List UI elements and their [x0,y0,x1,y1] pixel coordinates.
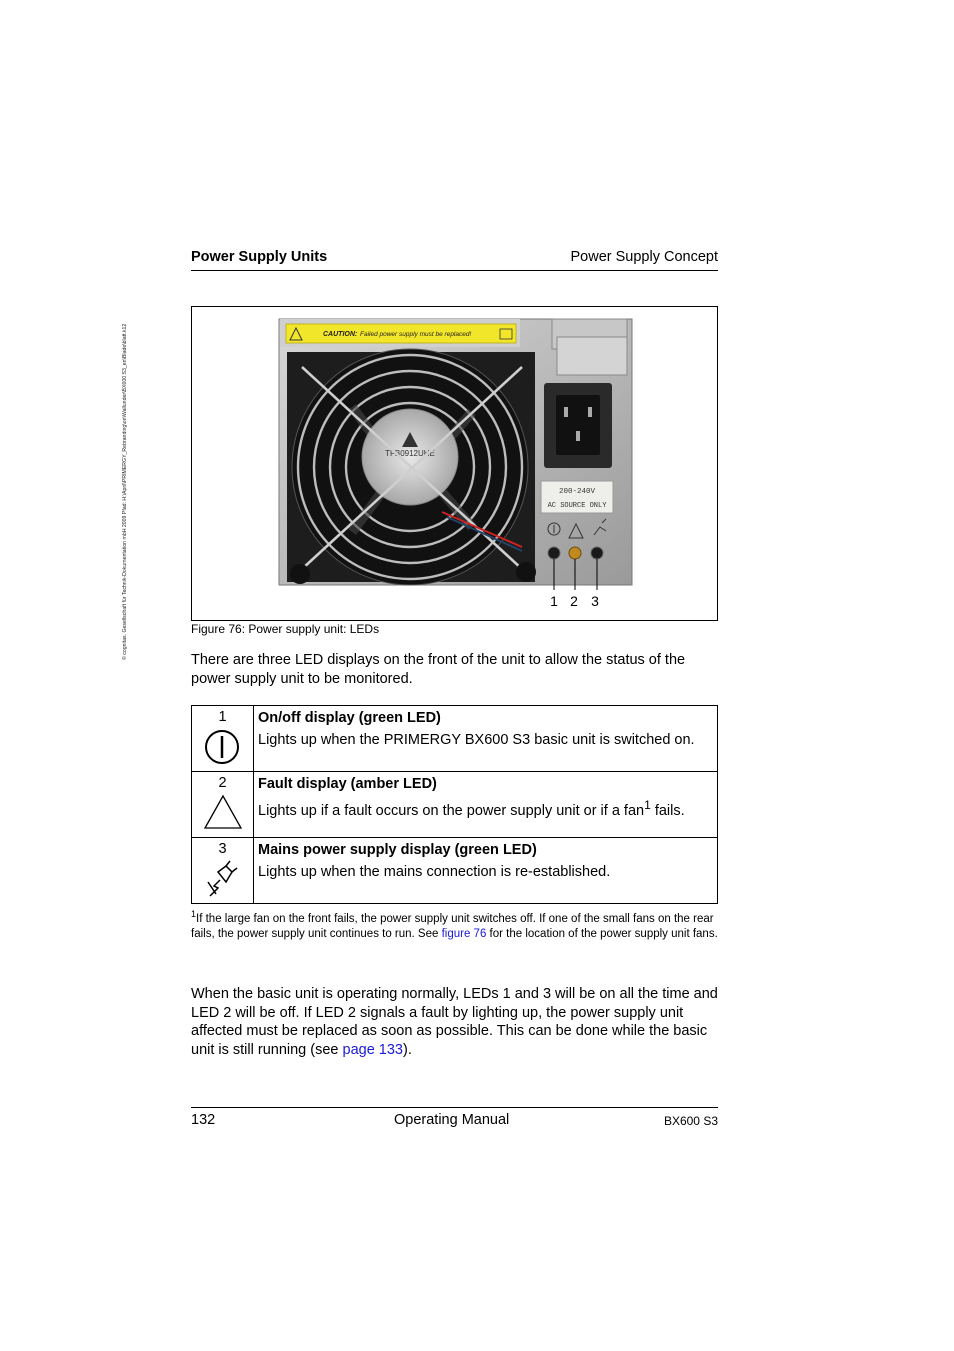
callout-3: 3 [591,593,599,609]
callout-2: 2 [570,593,578,609]
footer-product: BX600 S3 [663,1114,718,1128]
led-number: 2 [218,775,227,791]
led-description: Lights up when the mains connection is re-established. [258,864,611,880]
warning-triangle-icon [204,794,242,830]
caution-text: Failed power supply must be replaced! [360,331,472,338]
voltage-line-2: AC SOURCE ONLY [547,502,607,510]
power-icon [204,728,240,766]
page-number: 132 [191,1112,216,1128]
mains-plug-icon [204,860,240,898]
voltage-line-1: 200-240V [558,488,596,496]
fan-model-label: TFB0912UHE [385,449,435,458]
led-table [191,705,718,904]
side-path-note: © cognitas. Gesellschaft für Technik-Dokumentation mbH 2009 Pfad: H:\April\PRIMERGY_Rebranding\on\Wallunder\BX600 S3_en\Blade\blatt.k12 [122,323,128,660]
led-title: Fault display (amber LED) [258,776,437,792]
caution-label: CAUTION: [323,331,358,338]
table-row [192,706,718,772]
intro-paragraph: There are three LED displays on the front of the unit to allow the status of the power supply unit to be monitored. [191,652,686,687]
led-number: 3 [218,841,227,857]
led-description: Lights up when the PRIMERGY BX600 S3 basic unit is switched on. [258,732,695,748]
led-description: Lights up if a fault occurs on the power supply unit or if a fan$^1$ fails. [258,798,685,819]
power-supply-photo [192,307,717,620]
table-row [192,838,718,904]
header-chapter: Power Supply Units [191,249,328,265]
running-header [191,248,718,271]
header-section: Power Supply Concept [570,249,718,265]
led-title: Mains power supply display (green LED) [258,842,537,858]
table-row [192,772,718,838]
callout-1: 1 [550,593,558,609]
footnote: $^1$If the large fan on the front fails, the power supply unit switches off. If one of the small fans on the rear fails, the power supply unit continues to run. See figure 76 for the location of the power supply unit fans. [191,909,718,941]
footer-title: Operating Manual [394,1112,510,1128]
page-133-link[interactable]: page 133 [342,1041,403,1058]
led-number: 1 [218,709,227,725]
figure-76 [191,306,718,621]
led-title: On/off display (green LED) [258,710,441,726]
closing-paragraph: When the basic unit is operating normally, LEDs 1 and 3 will be on all the time and LED 2 will be off. If LED 2 signals a fault by lighting up, the power supply unit affected must be replaced as soon as possible. This can be done while the basic unit is still running (see page 133). [191,986,718,1058]
running-footer [191,1107,718,1132]
figure-76-link[interactable]: figure 76 [441,928,487,941]
figure-caption: Figure 76: Power supply unit: LEDs [191,622,380,636]
